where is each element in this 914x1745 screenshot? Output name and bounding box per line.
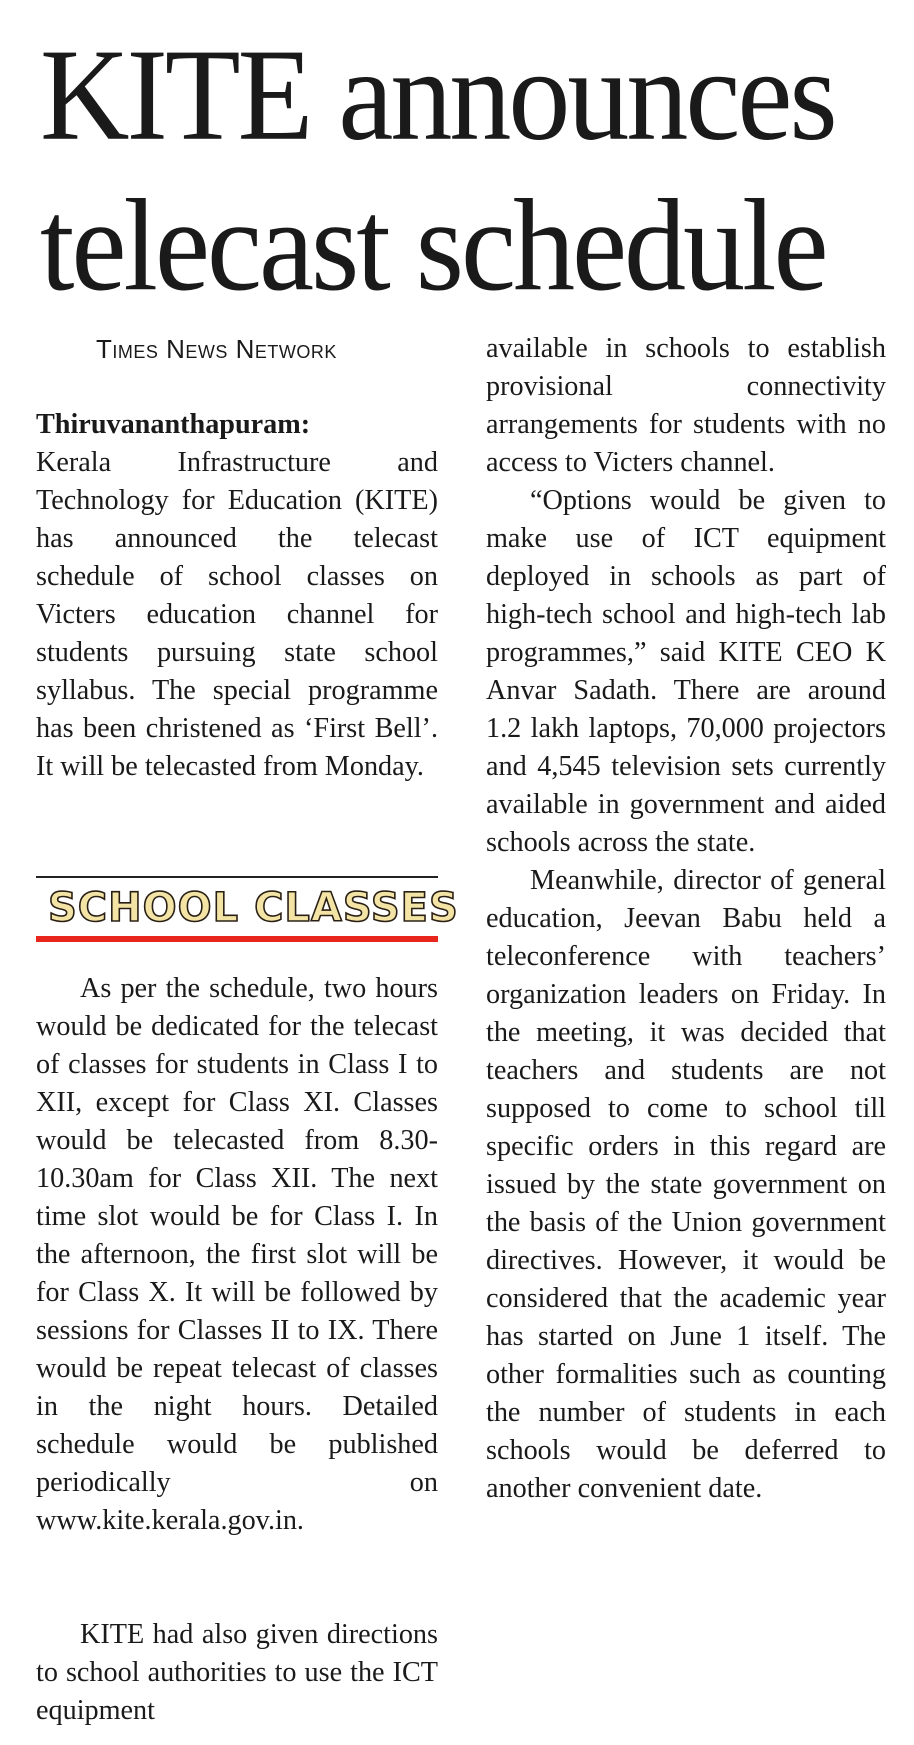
right-paragraph-3: Meanwhile, director of general education, Jeevan Babu held a teleconference with teachers’ organization leaders on Friday. In the meeting, it was decided that teachers and students are not supposed to come to school till specific orders in this regard are issued by the state government on the basis of the Union government directives. However, it would be considered that the academic year has started on June 1 itself. The other formalities such as counting the number of students in each schools would be deferred to another convenient date. xyxy=(486,865,886,1504)
headline-line-2: telecast schedule xyxy=(40,172,826,318)
left-column-tail xyxy=(36,1616,438,1730)
headline-line-1: KITE announces xyxy=(40,22,835,168)
left-paragraph-3: KITE had also given directions to school authorities to use the ICT equipment xyxy=(36,1619,438,1726)
byline: Times News Network xyxy=(96,334,337,364)
section-rule-top xyxy=(36,876,438,878)
dateline: Thiruvananthapuram: xyxy=(36,409,311,440)
left-column-body xyxy=(36,970,438,1540)
section-heading: SCHOOL CLASSES xyxy=(48,885,459,931)
left-column-intro xyxy=(36,406,438,786)
left-paragraph-2: As per the schedule, two hours would be dedicated for the telecast of classes for students in Class I to XII, except for Class XI. Classes would be telecasted from 8.30-10.30am for Class XII. The next time slot would be for Class I. In the afternoon, the first slot will be for Class X. It will be followed by sessions for Classes II to IX. There would be repeat telecast of classes in the night hours. Detailed schedule would be published periodically on www.kite.kerala.gov.in. xyxy=(36,973,438,1536)
left-paragraph-1: Kerala Infrastructure and Technology for Education (KITE) has announced the telecast schedule of school classes on Victers education channel for students pursuing state school syllabus. The special programme has been christened as ‘First Bell’. It will be telecasted from Monday. xyxy=(36,447,438,782)
right-column xyxy=(486,330,886,1508)
right-paragraph-2: “Options would be given to make use of ICT equipment deployed in schools as part of high-tech school and high-tech lab programmes,” said KITE CEO K Anvar Sadath. There are around 1.2 lakh laptops, 70,000 projectors and 4,545 television sets currently available in government and aided schools across the state. xyxy=(486,485,886,858)
right-paragraph-1: available in schools to establish provisional connectivity arrangements for students with no access to Victers channel. xyxy=(486,333,886,478)
headline xyxy=(40,20,890,321)
section-rule-red xyxy=(36,936,438,942)
